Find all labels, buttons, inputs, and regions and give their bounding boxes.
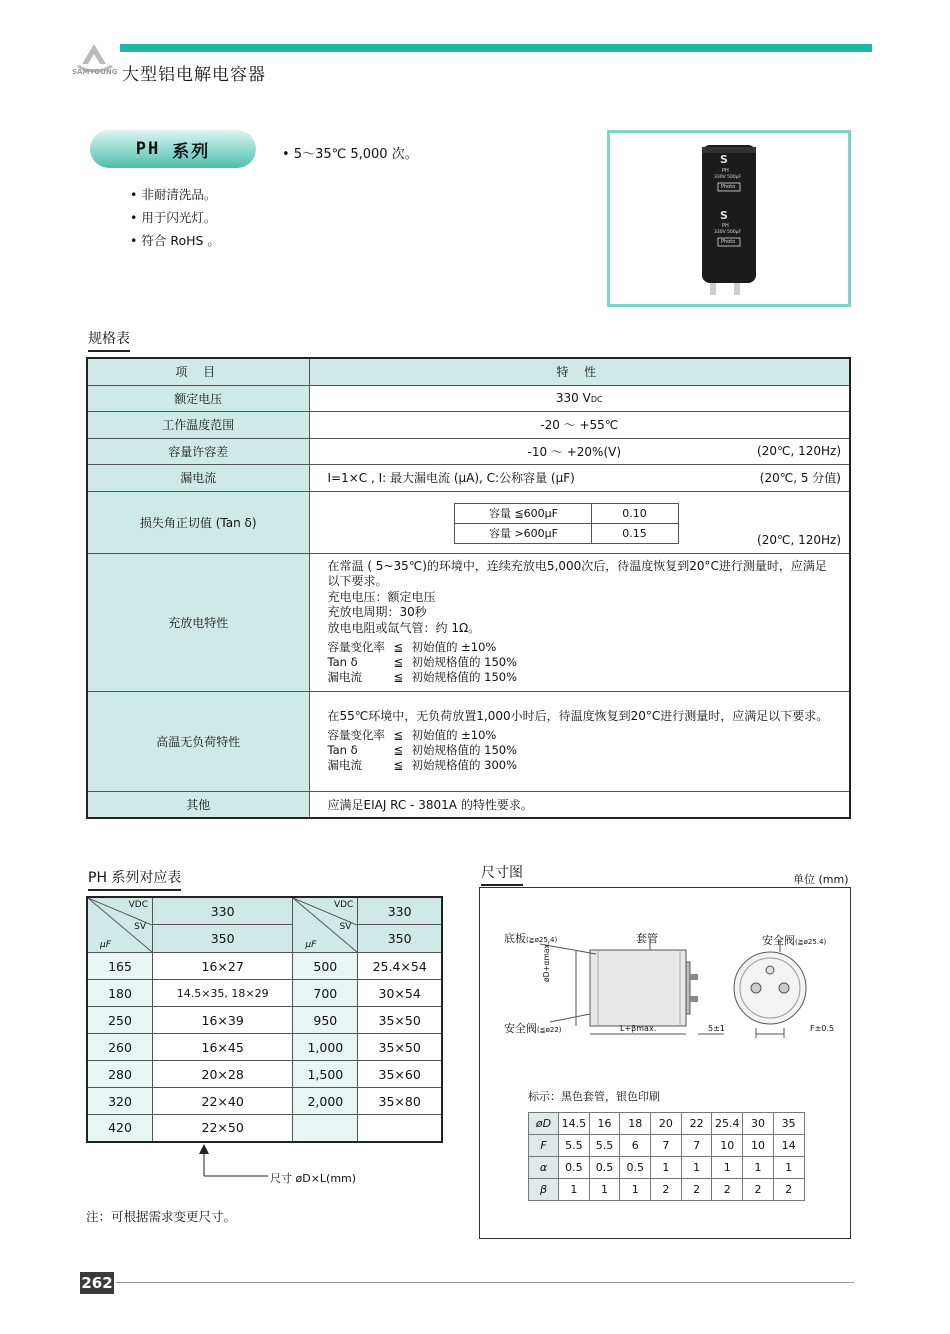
shelf-life-conditions [328,709,842,725]
diag-vdc: VDC [128,900,148,910]
size-cell: 35×60 [358,1061,442,1088]
diag-uf: μF [305,940,317,950]
spec-header-item: 项 目 [87,358,309,385]
spec-key: 漏电流 [87,465,309,492]
req-sym: ≦ [393,670,404,685]
rated-voltage-unit: DC [590,395,603,405]
charge-discharge-requirements [328,640,842,685]
dim-cell: 1 [681,1157,712,1179]
sleeve-label: 套管 [636,932,658,945]
dim-cell: 0.5 [559,1157,590,1179]
spec-row-cap-tolerance [87,438,850,465]
req-sym: ≦ [393,655,404,670]
dim-cell: 1 [743,1157,774,1179]
safety-vent-top-cond: (≧ø25.4) [795,938,827,946]
capacitor-logo-bottom: S [720,209,728,222]
correspondence-table [86,896,443,1143]
capacitor-series-bottom: PH [722,223,729,229]
dim-cell: 14 [773,1135,804,1157]
req-sym: ≦ [393,728,404,743]
size-cell: 22×40 [153,1088,293,1115]
condition-line: 在常温 ( 5~35℃)的环境中，连续充放电5,000次后，待温度恢复到20°C进行测量时，应满足 [327,558,827,573]
cap-cell: 500 [293,953,358,980]
dim-row-header: α [529,1157,559,1179]
spec-key: 充放电特性 [87,553,309,691]
marking-label: 标示：黑色套管，银色印刷 [528,1090,660,1103]
page-number: 262 [81,1274,113,1292]
req-item: Tan δ [327,743,358,758]
req-sym: ≦ [393,743,404,758]
cap-cell: 950 [293,1007,358,1034]
size-cell: 35×50 [358,1007,442,1034]
spec-value [309,691,850,791]
tan-delta-cond: (20℃, 120Hz) [757,532,841,547]
correspondence-section-title: PH 系列对应表 [88,867,181,891]
spec-key: 其他 [87,791,309,818]
dim-row-header: øD [529,1113,559,1135]
size-cell: 30×54 [358,980,442,1007]
feature-life: • 5～35℃ 5,000 次。 [282,147,418,162]
req-sym: ≦ [393,758,404,773]
spec-value: -20 ～ +55℃ [309,412,850,439]
dim-cell: 10 [712,1135,743,1157]
table-row [87,1088,442,1115]
footer-rule [116,1282,854,1283]
brand-text: SAMYOUNG [72,68,118,76]
req-value: 初始值的 ±10% [411,640,497,655]
dim-cell: 7 [651,1135,682,1157]
series-label: 系列 [172,141,211,162]
vdc-header: 330 [153,897,293,925]
dim-row-alpha [529,1157,805,1179]
dim-cell: 25.4 [712,1113,743,1135]
dimension-pointer-label: 尺寸 øD×L(mm) [270,1172,357,1185]
dim-row-header: F [529,1135,559,1157]
table-row [87,1061,442,1088]
req-value: 初始规格值的 300% [411,758,518,773]
size-cell [358,1115,442,1142]
size-cell: 14.5×35, 18×29 [153,980,293,1007]
cap-cell: 1,000 [293,1034,358,1061]
spec-section-title: 规格表 [88,328,130,352]
spec-value [309,465,850,492]
dimension-section-title: 尺寸图 [481,862,523,886]
dim-cell: 2 [712,1179,743,1201]
dim-cell: 6 [620,1135,651,1157]
product-photo-frame [607,130,851,307]
dim-cell: 7 [681,1135,712,1157]
safety-vent-left-text: 安全阀 [504,1022,537,1035]
spec-value [309,438,850,465]
dim-cell: 2 [773,1179,804,1201]
spec-header-characteristic: 特 性 [309,358,850,385]
dim-cell: 2 [681,1179,712,1201]
dimension-table [528,1112,805,1201]
sv-header: 350 [358,925,442,953]
spec-row-rated-voltage [87,385,850,412]
feature-list [130,183,220,252]
spec-row-tan-delta [87,491,850,553]
table-row [87,1034,442,1061]
rated-voltage-value: 330 V [555,391,591,406]
shelf-life-requirements [328,728,842,773]
tolerance-value: -10 ～ +20%(V) [527,444,622,459]
req-value: 初始规格值的 150% [411,655,518,670]
spec-key: 工作温度范围 [87,412,309,439]
feature-item: • 符合 RoHS 。 [130,233,220,248]
dim-row-header: β [529,1179,559,1201]
diameter-label: øD+αmax. [542,941,551,982]
dim-cell: 1 [712,1157,743,1179]
cap-cell: 260 [87,1034,153,1061]
safety-vent-top-label [762,932,826,948]
dim-row-beta [529,1179,805,1201]
tan-delta-value: 0.15 [591,523,678,543]
tan-delta-label: 容量 ≦600μF [454,503,591,523]
tan-delta-label: 容量 >600μF [454,523,591,543]
dim-cell: 1 [620,1179,651,1201]
size-cell: 16×45 [153,1034,293,1061]
spec-value [309,491,850,553]
dim-cell: 1 [651,1157,682,1179]
capacitor-series-top: PH [722,168,729,174]
dimension-pointer-arrow [196,1142,276,1182]
capacitor-tag-bottom: Photo [721,239,736,245]
spec-row-others [87,791,850,818]
capacitor-logo-top: S [720,153,728,166]
series-name: PH [135,139,161,159]
spec-row-charge-discharge [87,553,850,691]
spec-value [309,385,850,412]
leakage-value: I=1×C , I: 最大漏电流 (μA), C:公称容量 (μF) [327,471,575,486]
spec-key: 损失角正切值 (Tan δ) [87,491,309,553]
table-row [87,953,442,980]
diag-header-right [293,897,358,953]
tan-delta-table [454,503,679,544]
diag-vdc: VDC [333,900,354,910]
samyoung-logo [72,42,116,82]
diag-sv: SV [134,922,146,932]
table-row [87,1007,442,1034]
req-sym: ≦ [393,640,404,655]
note: 注：可根据需求变更尺寸。 [86,1209,237,1224]
cap-cell: 320 [87,1088,153,1115]
size-cell: 16×27 [153,953,293,980]
spec-value: 应满足EIAJ RC - 3801A 的特性要求。 [309,791,850,818]
dim-cell: 30 [743,1113,774,1135]
bottom-plate-text: 底板 [504,932,526,945]
table-row [87,1115,442,1142]
req-item: 漏电流 [327,670,362,685]
cap-cell: 180 [87,980,153,1007]
req-item: 漏电流 [327,758,362,773]
dim-cell: 2 [651,1179,682,1201]
dim-cell: 10 [743,1135,774,1157]
cap-cell: 165 [87,953,153,980]
capacitor-tag-top: Photo [721,184,736,190]
dim-cell: 16 [589,1113,620,1135]
condition-line: 放电电阻或氙气管：约 1Ω。 [327,620,481,635]
feature-item: • 用于闪光灯。 [130,210,217,225]
cap-cell: 250 [87,1007,153,1034]
condition-line: 充放电周期：30秒 [327,605,427,620]
cap-cell: 1,500 [293,1061,358,1088]
vdc-header: 330 [358,897,442,925]
condition-line: 在55℃环境中，无负荷放置1,000小时后，待温度恢复到20°C进行测量时，应满足以下要求。 [327,708,829,723]
header-accent-bar [120,44,872,52]
cap-cell: 2,000 [293,1088,358,1115]
safety-vent-top-text: 安全阀 [762,934,795,947]
dim-cell: 2 [743,1179,774,1201]
size-cell: 35×80 [358,1088,442,1115]
diag-header-left [87,897,153,953]
size-cell: 20×28 [153,1061,293,1088]
req-item: 容量变化率 [327,728,385,743]
dim-row-pitch [529,1135,805,1157]
diag-uf: μF [100,940,111,950]
capacitor-photo [610,133,848,304]
spec-key: 容量许容差 [87,438,309,465]
req-value: 初始规格值的 150% [411,743,518,758]
size-cell: 25.4×54 [358,953,442,980]
condition-line: 以下要求。 [327,574,388,589]
pitch-label: F±0.5 [810,1024,835,1033]
req-item: Tan δ [327,655,358,670]
dim-cell: 0.5 [620,1157,651,1179]
dim-row-diameter [529,1113,805,1135]
safety-vent-left-cond: (≦ø22) [537,1026,562,1034]
spec-row-leakage [87,465,850,492]
cap-cell: 420 [87,1115,153,1142]
charge-discharge-conditions [328,559,842,637]
dim-cell: 5.5 [589,1135,620,1157]
leakage-cond: (20℃, 5 分值) [759,471,841,486]
unit-label: 单位 (mm) [793,873,849,886]
size-cell: 22×50 [153,1115,293,1142]
req-value: 初始值的 ±10% [411,728,497,743]
length-label: L+βmax. [620,1024,657,1033]
tan-delta-value: 0.10 [591,503,678,523]
req-item: 容量变化率 [327,640,385,655]
condition-line: 充电电压：额定电压 [327,589,436,604]
dim-cell: 1 [773,1157,804,1179]
series-badge [90,130,256,168]
tolerance-cond: (20℃, 120Hz) [757,444,841,459]
dim-cell: 1 [589,1179,620,1201]
size-cell: 16×39 [153,1007,293,1034]
cap-cell: 280 [87,1061,153,1088]
cap-cell [293,1115,358,1142]
dim-cell: 5.5 [559,1135,590,1157]
lead-label: 5±1 [708,1024,725,1033]
capacitor-rating-top: 330V 500μF [714,175,742,180]
bottom-plate-cond: (≧ø25.4) [526,936,558,944]
spec-key: 高温无负荷特性 [87,691,309,791]
size-cell: 35×50 [358,1034,442,1061]
dim-cell: 18 [620,1113,651,1135]
feature-item: • 非耐清洗品。 [130,187,217,202]
spec-row-temp-range [87,412,850,439]
spec-row-shelf-life [87,691,850,791]
dim-cell: 35 [773,1113,804,1135]
dim-cell: 14.5 [559,1113,590,1135]
spec-key: 额定电压 [87,385,309,412]
dim-cell: 20 [651,1113,682,1135]
spec-table [86,357,851,819]
sv-header: 350 [153,925,293,953]
document-title: 大型铝电解电容器 [122,65,266,85]
table-row [87,980,442,1007]
dim-cell: 0.5 [589,1157,620,1179]
spec-value [309,553,850,691]
capacitor-rating-bottom: 330V 500μF [714,230,742,235]
dim-cell: 1 [559,1179,590,1201]
dim-cell: 22 [681,1113,712,1135]
cap-cell: 700 [293,980,358,1007]
diag-sv: SV [339,922,352,932]
req-value: 初始规格值的 150% [411,670,518,685]
safety-vent-left-label [504,1020,562,1036]
